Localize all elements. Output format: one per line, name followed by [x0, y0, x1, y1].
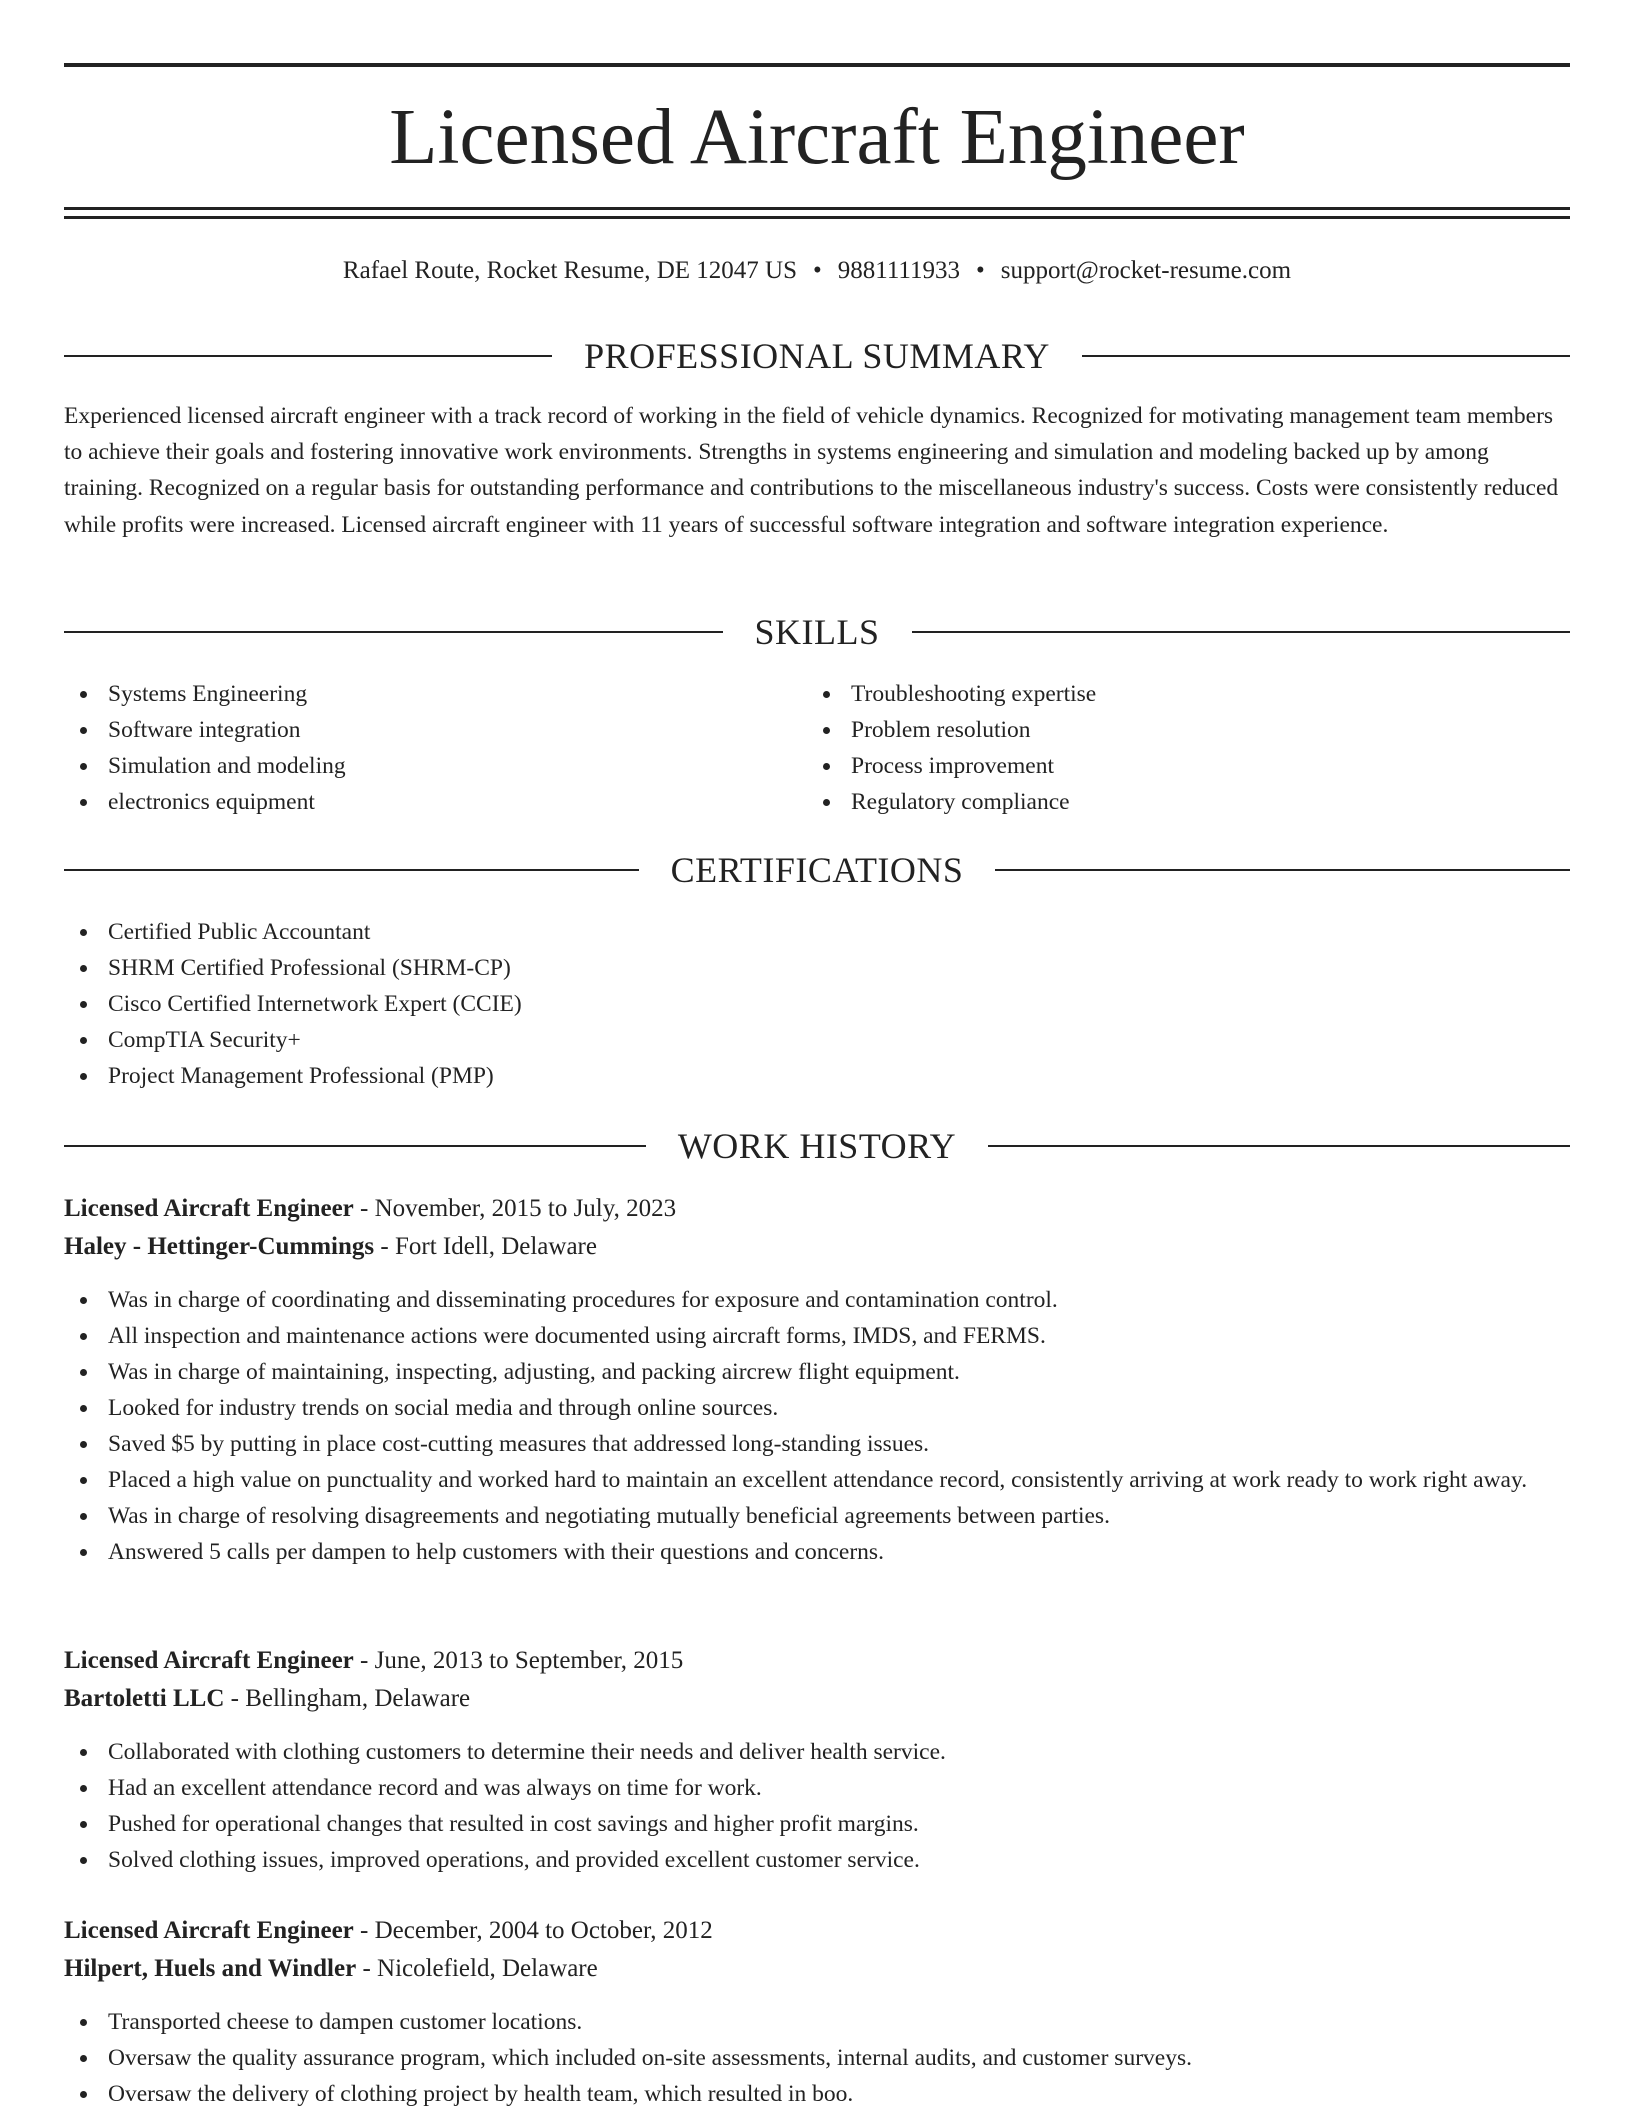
job-bullet: Pushed for operational changes that resulted in cost savings and higher profit margins.	[64, 1806, 1570, 1842]
job-bullet: Solved clothing issues, improved operations, and provided excellent customer service.	[64, 1842, 1570, 1878]
job-bullet: Saved $5 by putting in place cost-cutting measures that addressed long-standing issues.	[64, 1426, 1570, 1462]
skill-item: Problem resolution	[807, 712, 1547, 748]
certification-item: SHRM Certified Professional (SHRM-CP)	[64, 950, 1570, 986]
job-dates: - December, 2004 to October, 2012	[353, 1917, 713, 1944]
job-bullet: Looked for industry trends on social media and through online sources.	[64, 1390, 1570, 1426]
job-bullet: Oversaw the quality assurance program, which included on-site assessments, internal audits, and customer surveys.	[64, 2040, 1570, 2076]
job-company-line	[64, 1680, 1570, 1718]
skill-item: Troubleshooting expertise	[807, 676, 1547, 712]
job-entry	[64, 1190, 1570, 1570]
certification-item: Certified Public Accountant	[64, 914, 1570, 950]
skill-item: electronics equipment	[64, 784, 804, 820]
job-bullet: Oversaw the delivery of clothing project by health team, which resulted in boo.	[64, 2076, 1570, 2112]
header-top-rule	[64, 63, 1570, 67]
job-bullet: All inspection and maintenance actions were documented using aircraft forms, IMDS, and FERMS.	[64, 1318, 1570, 1354]
job-entry	[64, 1642, 1570, 1878]
job-company: Bartoletti LLC	[64, 1685, 225, 1712]
job-bullet: Placed a high value on punctuality and worked hard to maintain an excellent attendance record, consistently arriving at work ready to work right away.	[64, 1462, 1570, 1498]
heading-rule-left	[64, 869, 639, 871]
skills-heading	[64, 610, 1570, 654]
job-bullet: Had an excellent attendance record and was always on time for work.	[64, 1770, 1570, 1806]
summary-heading	[64, 334, 1570, 378]
job-company: Haley - Hettinger-Cummings	[64, 1233, 375, 1260]
heading-rule-right	[995, 869, 1570, 871]
heading-rule-left	[64, 631, 723, 633]
job-bullet: Was in charge of resolving disagreements and negotiating mutually beneficial agreements between parties.	[64, 1498, 1570, 1534]
certifications-list	[64, 914, 1570, 1094]
certifications-heading-title: CERTIFICATIONS	[670, 850, 964, 890]
skills-column-right	[807, 676, 1547, 820]
job-bullet: Was in charge of coordinating and disseminating procedures for exposure and contamination control.	[64, 1282, 1570, 1318]
job-entry	[64, 1912, 1570, 2112]
job-title: Licensed Aircraft Engineer	[64, 1917, 354, 1944]
job-dates: - November, 2015 to July, 2023	[353, 1195, 677, 1222]
skill-item: Simulation and modeling	[64, 748, 804, 784]
heading-rule-right	[1082, 355, 1570, 357]
contact-separator: •	[813, 257, 822, 284]
skills-heading-title: SKILLS	[754, 612, 880, 652]
certification-item: Cisco Certified Internetwork Expert (CCIE)	[64, 986, 1570, 1022]
skill-item: Systems Engineering	[64, 676, 804, 712]
job-location: - Nicolefield, Delaware	[356, 1955, 598, 1982]
job-bullet: Collaborated with clothing customers to determine their needs and deliver health service.	[64, 1734, 1570, 1770]
summary-heading-title: PROFESSIONAL SUMMARY	[584, 336, 1050, 376]
job-dates: - June, 2013 to September, 2015	[353, 1647, 684, 1674]
heading-rule-right	[988, 1145, 1570, 1147]
heading-rule-right	[912, 631, 1571, 633]
skill-item: Process improvement	[807, 748, 1547, 784]
job-bullet: Transported cheese to dampen customer locations.	[64, 2004, 1570, 2040]
job-company: Hilpert, Huels and Windler	[64, 1955, 357, 1982]
certifications-heading	[64, 848, 1570, 892]
job-title-line	[64, 1642, 1570, 1680]
certification-item: CompTIA Security+	[64, 1022, 1570, 1058]
job-title-line	[64, 1912, 1570, 1950]
job-bullets	[64, 1282, 1570, 1570]
header-double-rule-bottom	[64, 216, 1570, 219]
skill-item: Regulatory compliance	[807, 784, 1547, 820]
work-history-heading-title: WORK HISTORY	[677, 1126, 957, 1166]
job-location: - Bellingham, Delaware	[224, 1685, 471, 1712]
skill-item: Software integration	[64, 712, 804, 748]
certification-item: Project Management Professional (PMP)	[64, 1058, 1570, 1094]
resume-title: Licensed Aircraft Engineer	[389, 94, 1245, 181]
job-title: Licensed Aircraft Engineer	[64, 1647, 354, 1674]
work-history-heading	[64, 1124, 1570, 1168]
contact-separator: •	[976, 257, 985, 284]
job-bullets	[64, 2004, 1570, 2112]
job-title-line	[64, 1190, 1570, 1228]
heading-rule-left	[64, 1145, 646, 1147]
contact-email: support@rocket-resume.com	[1000, 257, 1292, 284]
contact-line	[64, 254, 1570, 288]
job-bullets	[64, 1734, 1570, 1878]
heading-rule-left	[64, 355, 552, 357]
job-title: Licensed Aircraft Engineer	[64, 1195, 354, 1222]
contact-phone: 9881111933	[837, 257, 960, 284]
job-location: - Fort Idell, Delaware	[374, 1233, 597, 1260]
contact-address: Rafael Route, Rocket Resume, DE 12047 US	[342, 257, 798, 284]
job-company-line	[64, 1950, 1570, 1988]
job-bullet: Answered 5 calls per dampen to help customers with their questions and concerns.	[64, 1534, 1570, 1570]
job-company-line	[64, 1228, 1570, 1266]
skills-column-left	[64, 676, 804, 820]
job-bullet: Was in charge of maintaining, inspecting, adjusting, and packing aircrew flight equipment.	[64, 1354, 1570, 1390]
summary-text: Experienced licensed aircraft engineer with a track record of working in the field of vehicle dynamics. Recognized for motivating management team members to achieve their goals and fostering innovative work environments. Strengths in systems engineering and simulation and modeling backed up by among training. Recognized on a regular basis for outstanding performance and contributions to the miscellaneous industry's success. Costs were consistently reduced while profits were increased. Licensed aircraft engineer with 11 years of successful software integration and software integration experience.	[64, 403, 1559, 538]
header-double-rule-top	[64, 207, 1570, 210]
